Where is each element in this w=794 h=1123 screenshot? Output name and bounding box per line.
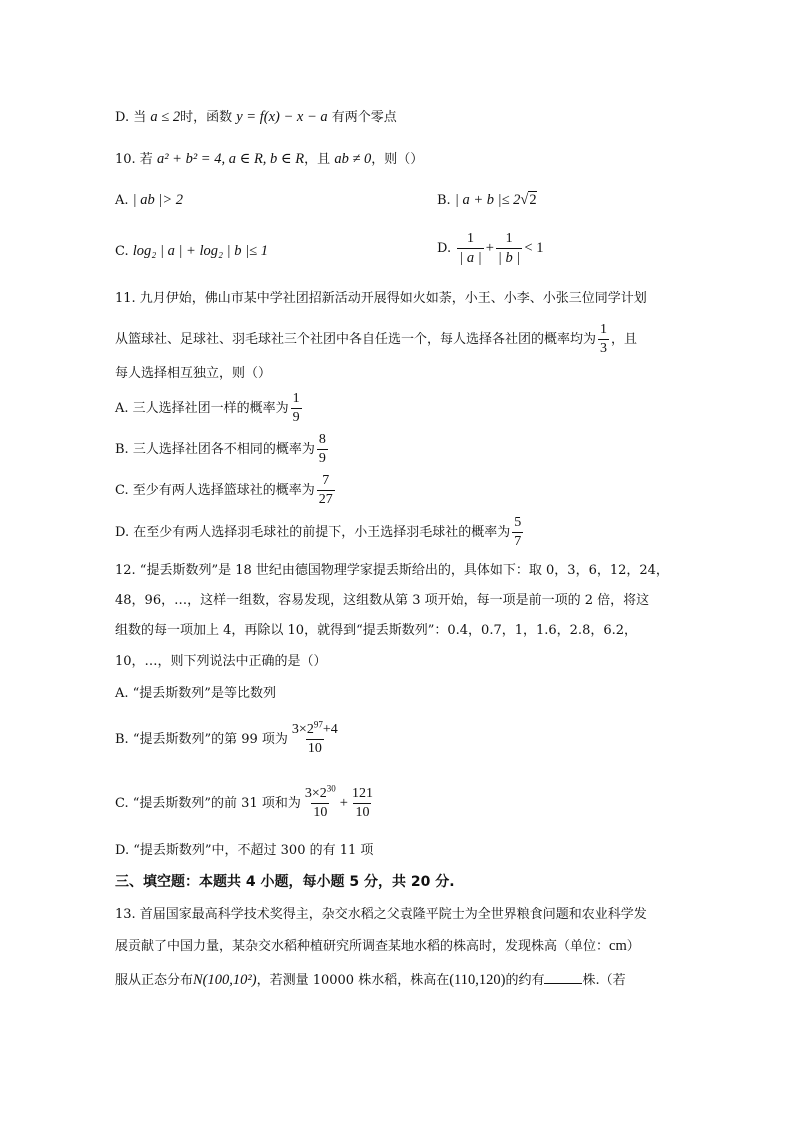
q13-distribution: N(100,10²)	[193, 972, 257, 988]
q12-line-1: 12. “提丢斯数列”是 18 世纪由德国物理学家提丢斯给出的，具体如下：取 0，3，6，12，24，	[115, 563, 669, 578]
q10-d-fraction-1: $\frac{1}{| a |}$	[459, 231, 482, 266]
q11-option-d: D. 在至少有两人选择羽毛球社的前提下，小王选择羽毛球社的概率为 $\frac{5}{7}$	[115, 515, 522, 549]
section-3-title: 三、填空题：本题共 4 小题，每小题 5 分，共 20 分.	[115, 874, 455, 890]
q10-stem: 10. 若 a² + b² = 4, a ∈ R, b ∈ R，且 ab ≠ 0，则（）	[115, 151, 424, 167]
q9-option-d: D. 当 a ≤ 2时，函数 y = f(x) − x − a 有两个零点	[115, 109, 397, 125]
q10-option-c: C. log₂ | a | + log₂ | b |≤ 1	[115, 243, 268, 259]
answer-blank[interactable]	[544, 971, 582, 984]
q10-option-d: D. $\frac{1}{| a |}$ + $\frac{1}{| b |}$ < 1	[437, 231, 544, 266]
q12-option-d: D. “提丢斯数列”中，不超过 300 的有 11 项	[115, 843, 374, 858]
q13-line-3: 服从正态分布N(100,10²)，若测量 10000 株水稻，株高在(110,120)的约有 株.（若	[115, 972, 626, 988]
q11-option-c: C. 至少有两人选择篮球社的概率为 $\frac{7}{27}$	[115, 473, 333, 507]
q11-option-a: A. 三人选择社团一样的概率为 $\frac{1}{9}$	[115, 391, 300, 425]
q12-option-b: B. “提丢斯数列”的第 99 项为 $\frac{3\times 2^{97}+4}{10}$	[115, 719, 338, 756]
q13-line-2: 展贡献了中国力量，某杂交水稻种植研究所调查某地水稻的株高时，发现株高（单位：cm）	[115, 938, 640, 954]
q12-b-fraction: $\frac{3\times 2^{97}+4}{10}$	[291, 719, 338, 756]
q11-line-3: 每人选择相互独立，则（）	[115, 366, 272, 381]
q12-option-a: A. “提丢斯数列”是等比数列	[115, 686, 276, 701]
q11-line-1: 11. 九月伊始，佛山市某中学社团招新活动开展得如火如荼，小王、小李、小张三位同学计划	[115, 291, 647, 306]
q12-line-4: 10，…，则下列说法中正确的是（）	[115, 654, 327, 669]
q12-line-3: 组数的每一项加上 4，再除以 10，就得到“提丢斯数列”：0.4，0.7，1，1.6，2.8，6.2，	[115, 623, 638, 638]
q10-d-fraction-2: $\frac{1}{| b |}$	[497, 231, 521, 266]
q11-prob-fraction: $\frac{1}{3}$	[600, 322, 608, 356]
q10-condition: a² + b² = 4, a ∈ R, b ∈ R	[156, 151, 305, 167]
q11-option-b: B. 三人选择社团各不相同的概率为 $\frac{8}{9}$	[115, 432, 326, 466]
q9-d-condition: a ≤ 2	[150, 109, 181, 125]
q9-d-function: y = f(x) − x − a	[236, 109, 328, 125]
q12-line-2: 48，96，…，这样一组数，容易发现，这组数从第 3 项开始，每一项是前一项的 2 倍，将这	[115, 593, 650, 608]
q12-c-fraction-2: $\frac{121}{10}$	[351, 786, 373, 820]
q12-c-fraction-1: $\frac{3\times 2^{30}}{10}$	[304, 783, 336, 820]
q13-line-1: 13. 首届国家最高科学技术奖得主，杂交水稻之父袁隆平院士为全世界粮食问题和农业科学发	[115, 907, 647, 922]
q10-option-a: A. | ab |> 2	[115, 192, 184, 208]
q10-option-b: B. | a + b |≤ 2√2	[437, 192, 537, 208]
q12-option-c: C. “提丢斯数列”的前 31 项和为 $\frac{3\times 2^{30}}{10}$ + $\frac{121}{10}$	[115, 783, 373, 820]
q11-line-2: 从篮球社、足球社、羽毛球社三个社团中各自任选一个，每人选择各社团的概率均为 $\frac{1}{3}$ ，且	[115, 322, 638, 356]
